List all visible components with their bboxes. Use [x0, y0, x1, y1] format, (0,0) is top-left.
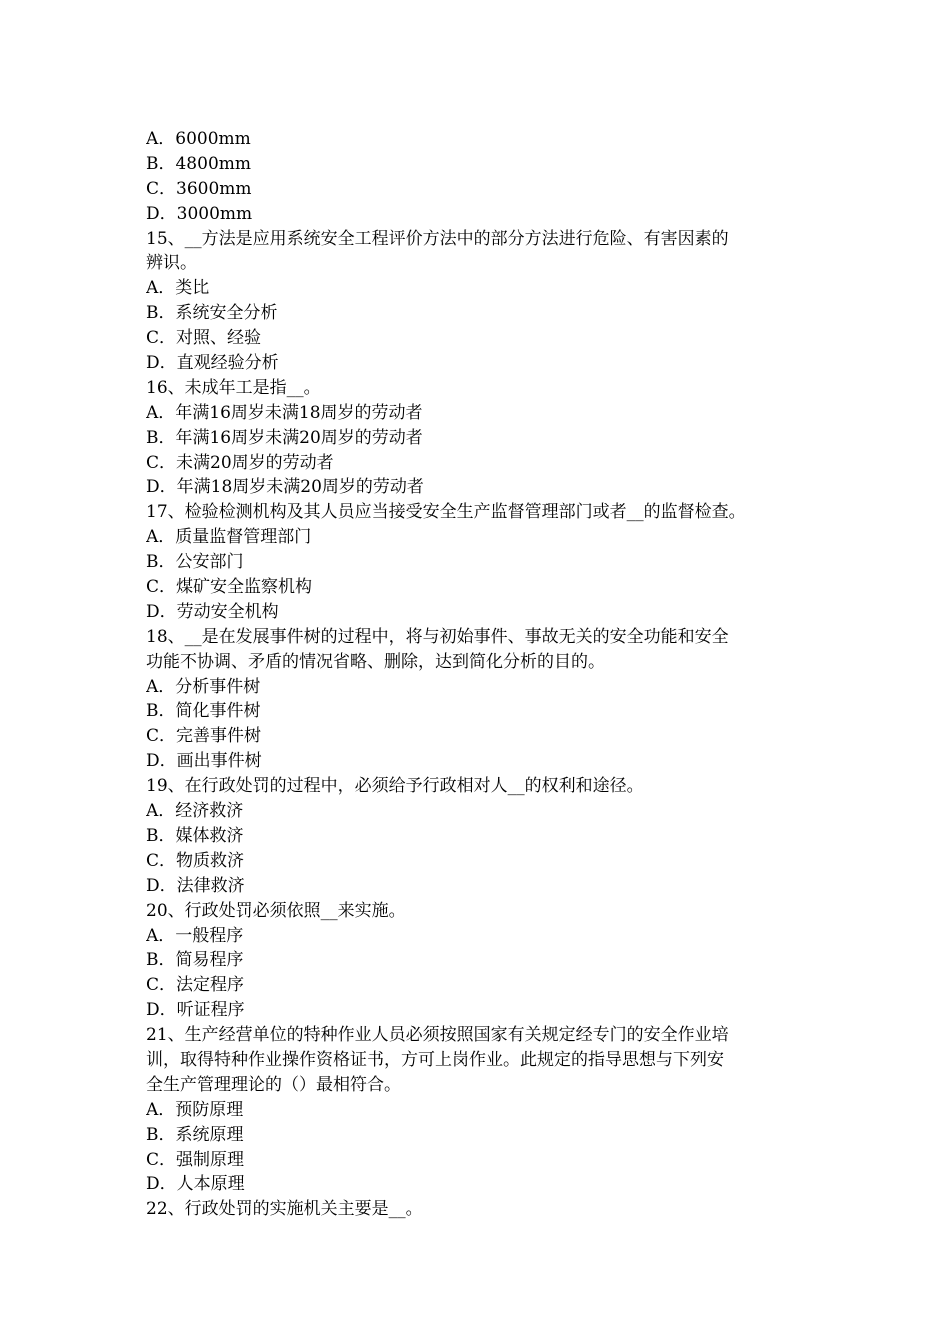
question-text-line: 20、行政处罚必须依照__来实施。	[146, 900, 406, 921]
answer-option: C．法定程序	[146, 975, 245, 996]
answer-option: B．4800mm	[146, 153, 251, 174]
answer-option: D．人本原理	[146, 1174, 245, 1195]
answer-option: D．3000mm	[146, 203, 253, 224]
answer-option: A．6000mm	[146, 129, 251, 149]
answer-option: C．物质救济	[146, 850, 245, 871]
question-text-line: 22、行政处罚的实施机关主要是__。	[146, 1199, 423, 1220]
document-page	[146, 127, 810, 1222]
answer-option: B．简化事件树	[146, 701, 261, 722]
answer-option: D．直观经验分析	[146, 353, 279, 374]
answer-option: D．画出事件树	[146, 751, 262, 772]
question-text-line: 功能不协调、矛盾的情况省略、删除，达到简化分析的目的。	[146, 651, 605, 672]
question-text-line: 19、在行政处罚的过程中，必须给予行政相对人__的权利和途径。	[146, 776, 644, 797]
answer-option: C．未满20周岁的劳动者	[146, 452, 334, 473]
answer-option: A．分析事件树	[146, 676, 261, 697]
question-text-line: 全生产管理理论的（）最相符合。	[146, 1074, 401, 1095]
answer-option: D．年满18周岁未满20周岁的劳动者	[146, 477, 424, 498]
answer-option: B．年满16周岁未满20周岁的劳动者	[146, 427, 423, 448]
answer-option: C．3600mm	[146, 178, 252, 199]
question-text-line: 21、生产经营单位的特种作业人员必须按照国家有关规定经专门的安全作业培	[146, 1025, 729, 1046]
answer-option: D．法律救济	[146, 875, 245, 896]
answer-option: A．预防原理	[146, 1099, 244, 1120]
answer-option: C．强制原理	[146, 1149, 245, 1170]
answer-option: A．年满16周岁未满18周岁的劳动者	[146, 402, 423, 423]
answer-option: A．质量监督管理部门	[146, 527, 312, 548]
answer-option: C．煤矿安全监察机构	[146, 577, 313, 598]
answer-option: B．简易程序	[146, 950, 244, 971]
answer-option: D．听证程序	[146, 1000, 245, 1021]
answer-option: B．系统安全分析	[146, 303, 278, 324]
answer-option: C．完善事件树	[146, 726, 262, 747]
answer-option: D．劳动安全机构	[146, 601, 279, 622]
answer-option: B．公安部门	[146, 552, 244, 573]
answer-option: B．媒体救济	[146, 825, 244, 846]
answer-option: A．一般程序	[146, 925, 244, 946]
question-text-line: 训，取得特种作业操作资格证书，方可上岗作业。此规定的指导思想与下列安	[146, 1049, 724, 1070]
question-text-line: 辨识。	[146, 253, 197, 274]
question-text-line: 16、未成年工是指__。	[146, 377, 321, 398]
question-text-line: 18、__是在发展事件树的过程中，将与初始事件、事故无关的安全功能和安全	[146, 626, 729, 647]
question-text-line: 15、__方法是应用系统安全工程评价方法中的部分方法进行危险、有害因素的	[146, 228, 729, 249]
answer-option: A．类比	[146, 278, 210, 299]
answer-option: B．系统原理	[146, 1124, 244, 1145]
answer-option: A．经济救济	[146, 801, 244, 822]
question-text-line: 17、检验检测机构及其人员应当接受安全生产监督管理部门或者__的监督检查。	[146, 502, 746, 523]
answer-option: C．对照、经验	[146, 328, 262, 349]
